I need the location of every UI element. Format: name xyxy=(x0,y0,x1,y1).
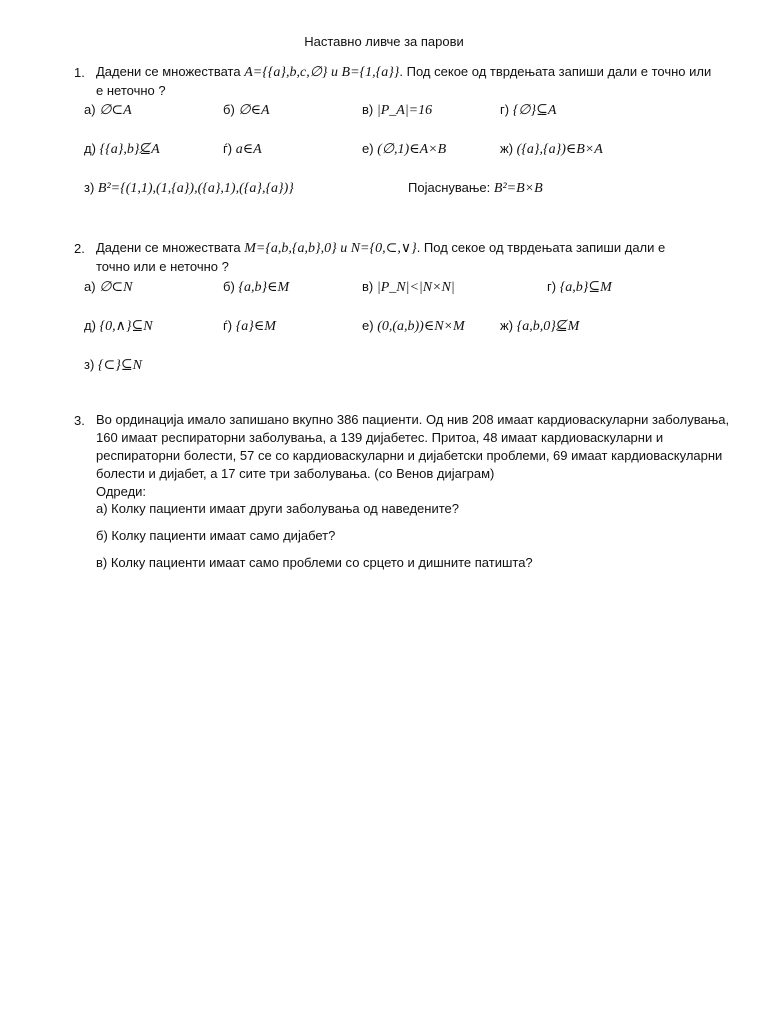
q2-option-zh: ж) {a,b,0}⊈M xyxy=(500,318,580,334)
q3-line-4: болести и дијабет, а 17 сите три заболувања. (со Венов дијаграм) xyxy=(96,466,495,481)
q2-number: 2. xyxy=(74,241,85,256)
q2-post: . Под секое од тврдењата запиши дали е xyxy=(416,240,666,255)
q2-line2: точно или е неточно ? xyxy=(96,259,229,274)
q2-option-gj: ѓ) {a}∈M xyxy=(223,318,276,334)
q1-option-gj: ѓ) a∈A xyxy=(223,141,262,157)
q2-set-m: M={a,b,{a,b},0} xyxy=(244,241,337,256)
q1-and: и xyxy=(327,65,342,80)
q2-option-g: г) {a,b}⊆M xyxy=(547,279,612,295)
q1-option-g: г) {∅}⊆A xyxy=(500,102,557,118)
q2-option-a: а) ∅⊂N xyxy=(84,279,133,295)
q1-option-e: е) (∅,1)∈A×B xyxy=(362,141,447,157)
q3-line-5: Одреди: xyxy=(96,484,147,499)
q2-pre: Дадени се множествата xyxy=(96,240,241,255)
page-title: Наставно ливче за парови xyxy=(304,34,464,49)
q1-option-d: д) {{a},b}⊈A xyxy=(84,141,160,157)
q1-text xyxy=(96,63,736,100)
q2-option-z: з) {⊂}⊆N xyxy=(84,357,142,373)
q2-text xyxy=(96,239,736,276)
q2-option-e: е) (0,(a,b))∈N×M xyxy=(362,318,465,334)
q1-option-a: а) ∅⊂A xyxy=(84,102,132,118)
q1-explanation: Појаснување: B²=B×B xyxy=(408,180,543,196)
q2-and: и xyxy=(336,241,351,256)
q2-option-v: в) |P_N|<|N×N| xyxy=(362,279,455,295)
q1-option-v: в) |P_A|=16 xyxy=(362,102,433,118)
q1-number: 1. xyxy=(74,65,85,80)
q1-set-b: B={1,{a}} xyxy=(341,65,400,80)
q3-line-1: Во ординација имало запишано вкупно 386 пациенти. Од нив 208 имаат кардиоваскуларни заболувања, xyxy=(96,412,730,427)
q1-option-zh: ж) ({a},{a})∈B×A xyxy=(500,141,603,157)
q3-subquestion-a: а) Колку пациенти имаат други заболувања од наведените? xyxy=(96,501,459,516)
q1-post: . Под секое од тврдењата запиши дали е точно или xyxy=(399,64,712,79)
q1-option-z: з) B²={(1,1),(1,{a}),({a},1),({a},{a})} xyxy=(84,180,294,196)
q3-subquestion-v: в) Колку пациенти имаат само проблеми со срцето и дишните патишта? xyxy=(96,555,533,570)
q3-line-2: 160 имаат респираторни заболувања, а 139 дијабетес. Притоа, 48 имаат кардиоваскуларни и xyxy=(96,430,664,445)
q1-line2: е неточно ? xyxy=(96,83,166,98)
q2-option-b: б) {a,b}∈M xyxy=(223,279,290,295)
q3-number: 3. xyxy=(74,413,85,428)
q1-pre: Дадени се множествата xyxy=(96,64,241,79)
q3-subquestion-b: б) Колку пациенти имаат само дијабет? xyxy=(96,528,336,543)
q3-line-3: респираторни болести, 57 се со кардиоваскуларни и дијабетски проблеми, 69 имаат кардиоваскуларни xyxy=(96,448,723,463)
q2-option-d: д) {0,∧}⊆N xyxy=(84,318,153,334)
q1-option-b: б) ∅∈A xyxy=(223,102,270,118)
q2-set-n: N={0,⊂,∨} xyxy=(350,241,417,256)
q1-set-a: A={{a},b,c,∅} xyxy=(244,65,328,80)
q3-text xyxy=(96,411,736,501)
